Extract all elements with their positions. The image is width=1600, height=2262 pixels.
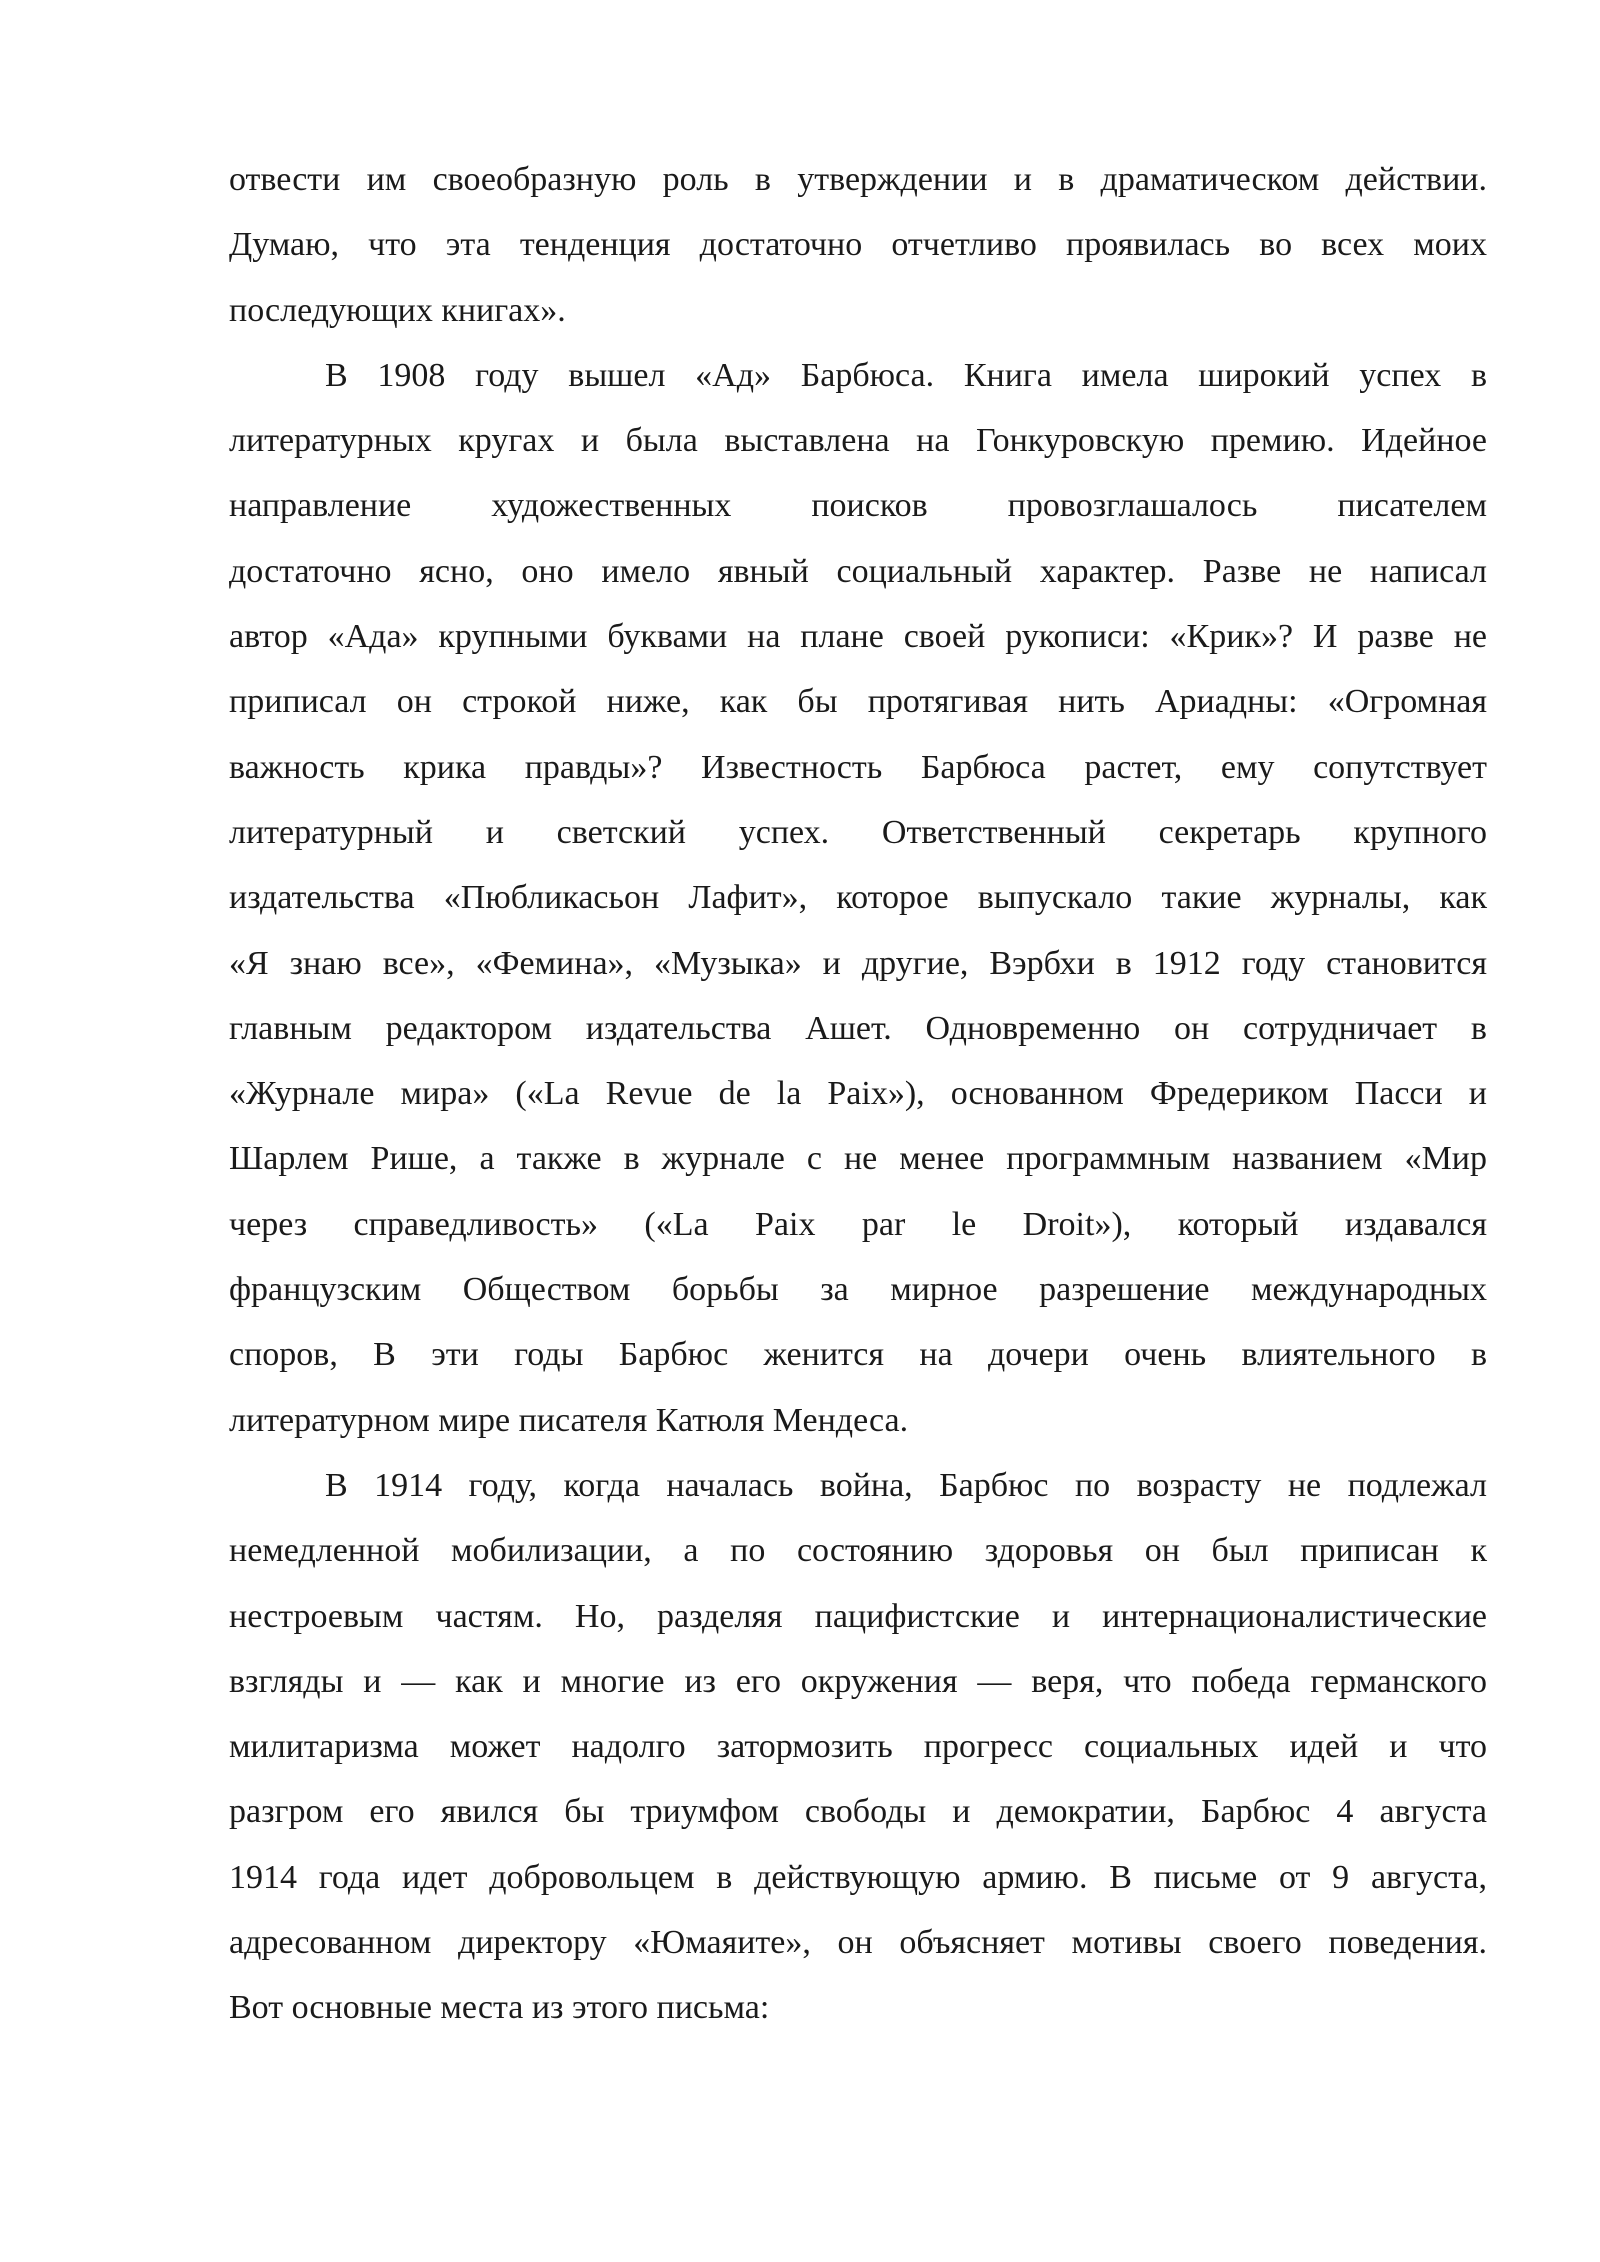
text-line: литературном мире писателя Катюля Мендеса.	[229, 1401, 909, 1439]
text-line: автор «Ада» крупными буквами на плане своей рукописи: «Крик»? И разве не	[229, 618, 1487, 656]
paragraph	[229, 1453, 1487, 2041]
text-line: «Я знаю все», «Фемина», «Музыка» и другие, Вэрбхи в 1912 году становится	[229, 944, 1487, 982]
text-line: главным редактором издательства Ашет. Одновременно он сотрудничает в	[229, 1009, 1487, 1047]
text-line: Шарлем Рише, а также в журнале с не менее программным названием «Мир	[229, 1140, 1487, 1178]
text-line: взгляды и — как и многие из его окружения — веря, что победа германского	[229, 1662, 1487, 1700]
text-line: отвести им своеобразную роль в утверждении и в драматическом действии.	[229, 161, 1487, 198]
text-line: через справедливость» («La Paix par le Droit»), который издавался	[229, 1205, 1487, 1243]
text-line: приписал он строкой ниже, как бы протягивая нить Ариадны: «Огромная	[229, 683, 1487, 721]
text-line: 1914 года идет добровольцем в действующую армию. В письме от 9 августа,	[229, 1858, 1487, 1896]
text-line: разгром его явился бы триумфом свободы и демократии, Барбюс 4 августа	[229, 1793, 1487, 1831]
text-line: издательства «Пюбликасьон Лафит», которое выпускало такие журналы, как	[229, 879, 1487, 917]
text-line: милитаризма может надолго затормозить прогресс социальных идей и что	[229, 1728, 1487, 1766]
text-line: французским Обществом борьбы за мирное разрешение международных	[229, 1271, 1487, 1309]
text-line: направление художественных поисков провозглашалось писателем	[229, 487, 1487, 525]
text-line: нестроевым частям. Но, разделяя пацифистские и интернационалистические	[229, 1597, 1487, 1635]
text-line: достаточно ясно, оно имело явный социальный характер. Разве не написал	[229, 552, 1487, 590]
text-line: литературных кругах и была выставлена на Гонкуровскую премию. Идейное	[229, 422, 1487, 460]
text-line: литературный и светский успех. Ответственный секретарь крупного	[229, 813, 1487, 851]
text-line: важность крика правды»? Известность Барбюса растет, ему сопутствует	[229, 748, 1487, 786]
text-line: адресованном директору «Юмаяите», он объясняет мотивы своего поведения.	[229, 1924, 1487, 1962]
text-line: «Журнале мира» («La Revue de la Paix»), основанном Фредериком Пасси и	[229, 1075, 1487, 1113]
paragraph	[229, 147, 1487, 343]
body-text	[229, 147, 1487, 2041]
text-line: В 1908 году вышел «Ад» Барбюса. Книга имела широкий успех в	[325, 356, 1487, 394]
text-line: Вот основные места из этого письма:	[229, 1989, 770, 2027]
text-line: В 1914 году, когда началась война, Барбюс по возрасту не подлежал	[325, 1466, 1487, 1504]
text-line: Думаю, что эта тенденция достаточно отчетливо проявилась во всех моих	[229, 226, 1487, 264]
text-line: споров, В эти годы Барбюс женится на дочери очень влиятельного в	[229, 1336, 1487, 1374]
paragraph	[229, 343, 1487, 1453]
text-line: немедленной мобилизации, а по состоянию здоровья он был приписан к	[229, 1532, 1487, 1570]
text-line: последующих книгах».	[229, 291, 566, 329]
